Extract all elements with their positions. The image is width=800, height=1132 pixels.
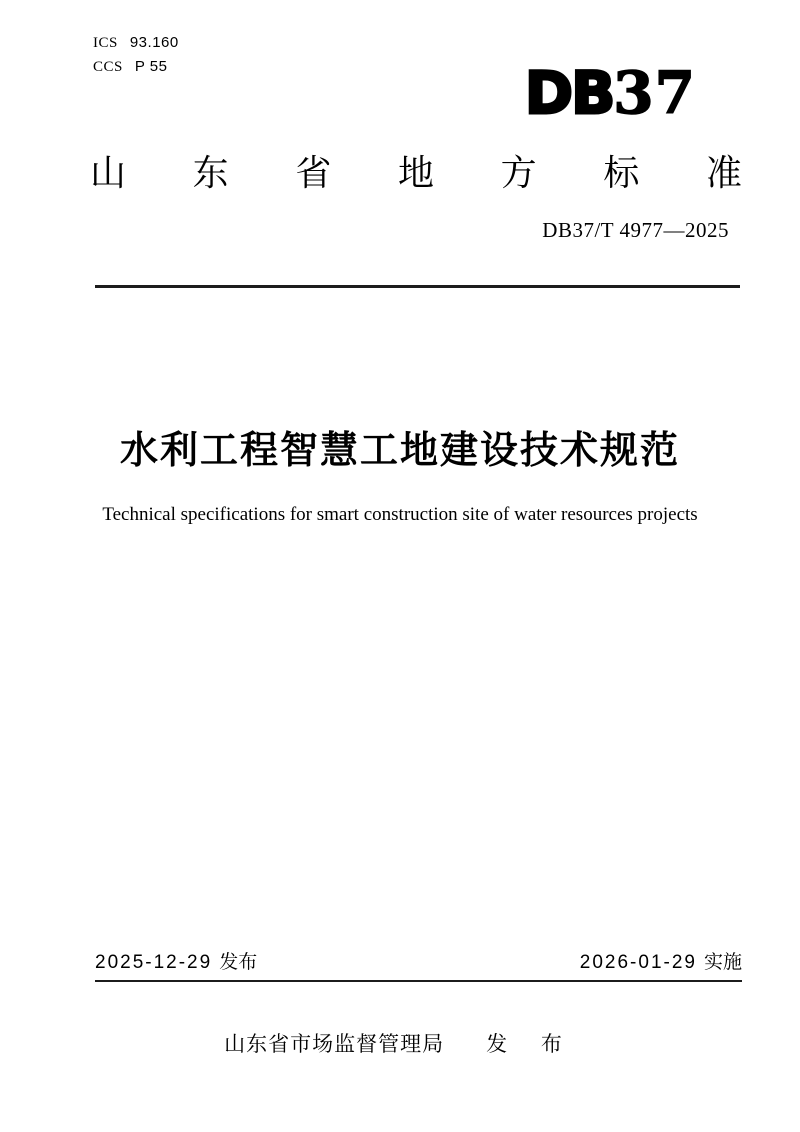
implement-date-group	[580, 949, 742, 976]
ics-line	[93, 31, 179, 55]
ccs-line	[93, 55, 179, 79]
classification-codes	[93, 31, 179, 79]
ics-code: 93.160	[129, 34, 179, 51]
issue-date: 2025-12-29	[95, 952, 213, 973]
db37-logo	[524, 59, 696, 127]
implement-label: 实施	[703, 952, 742, 973]
standard-category-title: 山东省地方标准	[90, 152, 742, 193]
header-divider-line	[95, 285, 740, 288]
document-title-english: Technical specifications for smart construction site of water resources projects	[102, 504, 698, 525]
db37-logo-prefix: DB	[524, 59, 614, 127]
standard-number: DB37/T 4977—2025	[542, 218, 729, 242]
publisher-action: 发 布	[486, 1033, 576, 1056]
ccs-label: CCS	[93, 59, 123, 75]
ccs-code: P 55	[134, 58, 168, 75]
issue-label: 发布	[219, 952, 258, 973]
issue-date-group	[95, 949, 257, 976]
db37-logo-number: 37	[613, 59, 696, 127]
footer-divider-line	[95, 980, 742, 982]
publisher-row	[0, 1030, 800, 1060]
ics-label: ICS	[93, 35, 118, 51]
document-title-chinese: 水利工程智慧工地建设技术规范	[119, 430, 680, 472]
implement-date: 2026-01-29	[579, 952, 697, 973]
publisher-name: 山东省市场监督管理局	[224, 1033, 445, 1056]
dates-row	[95, 949, 742, 976]
